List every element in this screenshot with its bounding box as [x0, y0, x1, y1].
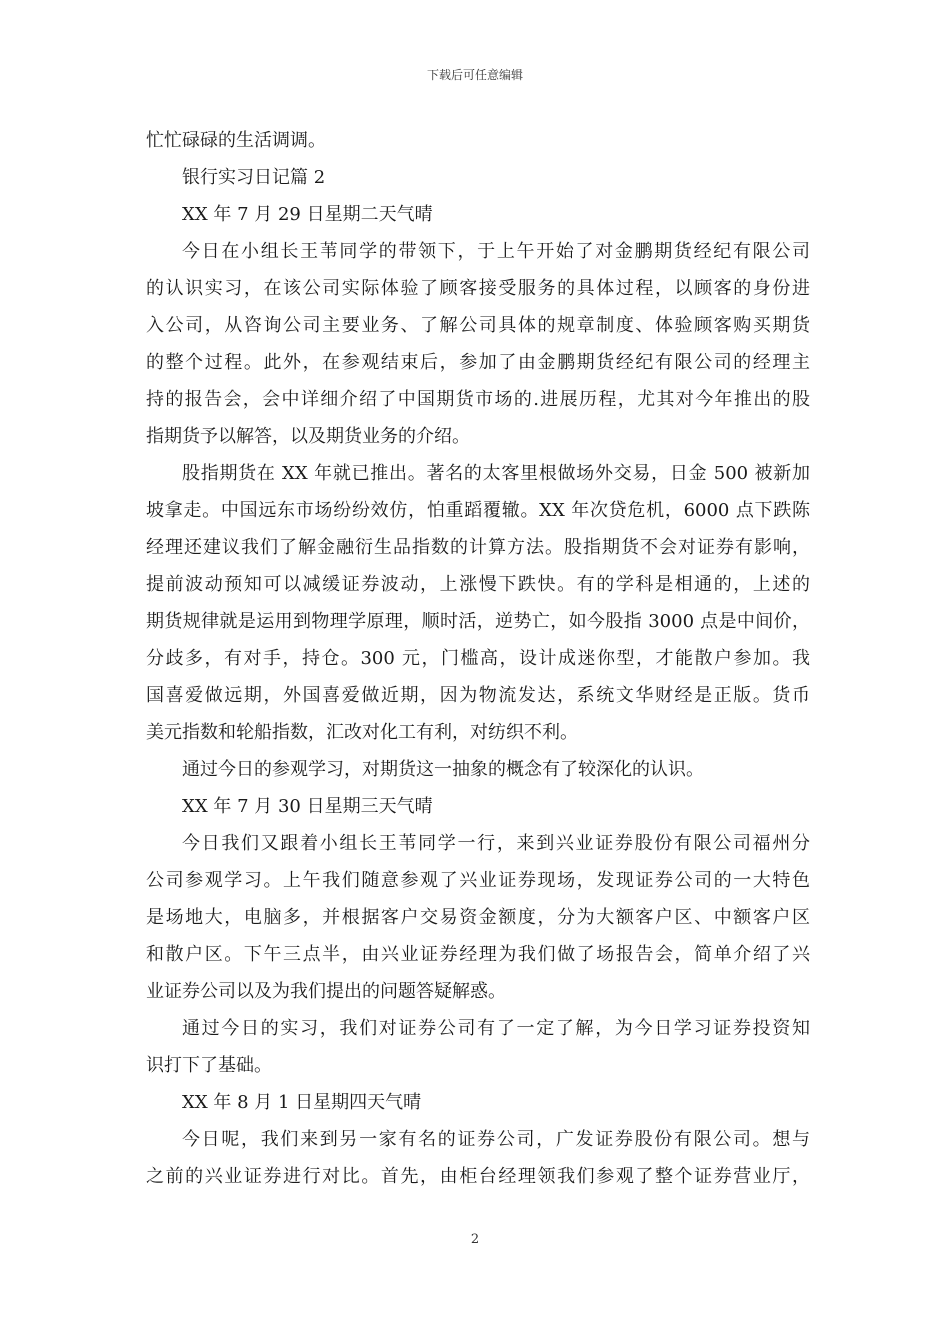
body-line: 指期货予以解答，以及期货业务的介绍。	[146, 426, 470, 447]
body-line: 的认识实习，在该公司实际体验了顾客接受服务的具体过程，以顾客的身份进	[146, 278, 810, 299]
body-line: 忙忙碌碌的生活调调。	[146, 130, 326, 151]
body-line: 是场地大，电脑多，并根据客户交易资金额度，分为大额客户区、中额客户区	[146, 907, 810, 928]
body-line: 国喜爱做远期，外国喜爱做近期，因为物流发达，系统文华财经是正版。货币	[146, 685, 810, 706]
body-line: 持的报告会，会中详细介绍了中国期货市场的.进展历程，尤其对今年推出的股	[146, 389, 810, 410]
body-line: 今日呢，我们来到另一家有名的证券公司，广发证券股份有限公司。想与	[182, 1129, 810, 1150]
body-line: 今日我们又跟着小组长王苇同学一行，来到兴业证券股份有限公司福州分	[182, 833, 810, 854]
body-line: 公司参观学习。上午我们随意参观了兴业证券现场，发现证券公司的一大特色	[146, 870, 810, 891]
body-line: 分歧多，有对手，持仓。300 元，门槛高，设计成迷你型，才能散户参加。我	[146, 648, 810, 669]
body-line: 美元指数和轮船指数，汇改对化工有利，对纺织不利。	[146, 722, 578, 743]
body-line: 识打下了基础。	[146, 1055, 272, 1076]
diary-date: XX 年 7 月 30 日星期三天气晴	[182, 796, 433, 817]
document-body	[146, 122, 810, 1195]
body-line: 通过今日的实习，我们对证券公司有了一定了解，为今日学习证券投资知	[182, 1018, 810, 1039]
diary-date: XX 年 8 月 1 日星期四天气晴	[182, 1092, 422, 1113]
body-line: 期货规律就是运用到物理学原理，顺时活，逆势亡，如今股指 3000 点是中间价，	[146, 611, 810, 632]
section-title: 银行实习日记篇 2	[182, 167, 326, 188]
body-line: 提前波动预知可以减缓证券波动，上涨慢下跌快。有的学科是相通的，上述的	[146, 574, 810, 595]
body-line: 之前的兴业证券进行对比。首先，由柜台经理领我们参观了整个证券营业厅，	[146, 1166, 810, 1187]
body-line: 股指期货在 XX 年就已推出。著名的太客里根做场外交易，日金 500 被新加	[182, 463, 810, 484]
body-line: 今日在小组长王苇同学的带领下，于上午开始了对金鹏期货经纪有限公司	[182, 241, 810, 262]
diary-date: XX 年 7 月 29 日星期二天气晴	[182, 204, 433, 225]
body-line: 业证券公司以及为我们提出的问题答疑解惑。	[146, 981, 506, 1002]
body-line: 的整个过程。此外，在参观结束后，参加了由金鹏期货经纪有限公司的经理主	[146, 352, 810, 373]
body-line: 通过今日的参观学习，对期货这一抽象的概念有了较深化的认识。	[182, 759, 704, 780]
body-line: 坡拿走。中国远东市场纷纷效仿，怕重蹈覆辙。XX 年次贷危机，6000 点下跌陈	[146, 500, 810, 521]
body-line: 和散户区。下午三点半，由兴业证券经理为我们做了场报告会，简单介绍了兴	[146, 944, 810, 965]
body-line: 入公司，从咨询公司主要业务、了解公司具体的规章制度、体验顾客购买期货	[146, 315, 810, 336]
page-header: 下载后可任意编辑	[426, 68, 523, 82]
body-line: 经理还建议我们了解金融衍生品指数的计算方法。股指期货不会对证券有影响，	[146, 537, 810, 558]
page-number: 2	[470, 1232, 480, 1247]
